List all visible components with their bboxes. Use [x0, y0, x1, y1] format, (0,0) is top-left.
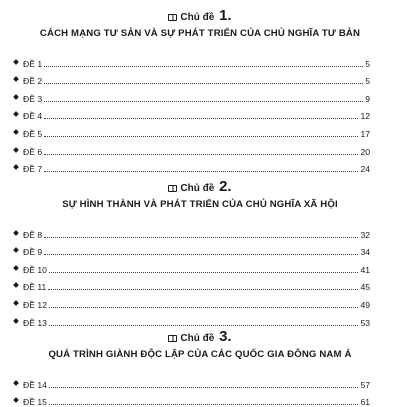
entry-page: 61	[360, 397, 370, 407]
toc-entry[interactable]	[0, 257, 400, 275]
entry-page: 17	[360, 128, 370, 139]
toc-entry[interactable]	[0, 390, 400, 407]
dot-leader	[49, 307, 359, 308]
toc-entry[interactable]	[0, 310, 400, 328]
entry-name: ĐỀ 3	[23, 93, 43, 104]
topic-label: Chủ đề	[180, 183, 215, 194]
diamond-bullet-icon	[13, 164, 19, 170]
diamond-bullet-icon	[13, 318, 19, 324]
toc-entry[interactable]	[0, 51, 400, 69]
diamond-bullet-icon	[13, 147, 19, 153]
toc-entry[interactable]	[0, 222, 400, 240]
entry-page: 32	[360, 229, 370, 240]
entry-page: 5	[365, 58, 370, 69]
entry-name: ĐỀ 14	[23, 379, 47, 390]
dot-leader	[49, 272, 359, 273]
book-icon	[168, 185, 177, 192]
diamond-bullet-icon	[13, 265, 19, 271]
entry-page: 45	[360, 282, 370, 293]
entry-name: ĐỀ 11	[23, 282, 47, 293]
entry-page: 41	[360, 264, 370, 275]
topic-header	[0, 178, 400, 196]
topic-title: QUÁ TRÌNH GIÀNH ĐỘC LẬP CỦA CÁC QUỐC GIA ĐÔNG NAM Á	[48, 349, 352, 360]
topic-header	[0, 7, 400, 25]
diamond-bullet-icon	[13, 247, 19, 253]
entry-name: ĐỀ 4	[23, 111, 43, 122]
entry-name: ĐỀ 10	[23, 264, 47, 275]
dot-leader	[44, 171, 358, 172]
dot-leader	[44, 154, 358, 155]
toc-entry[interactable]	[0, 121, 400, 139]
entry-name: ĐỀ 9	[23, 247, 43, 258]
topic-section-3	[0, 328, 400, 407]
dot-leader	[49, 325, 359, 326]
diamond-bullet-icon	[13, 283, 19, 289]
entry-page: 53	[360, 317, 370, 328]
topic-label: Chủ đề	[180, 333, 215, 344]
dot-leader	[44, 136, 358, 137]
book-icon	[168, 335, 177, 342]
dot-leader	[49, 387, 359, 388]
topic-title: SỰ HÌNH THÀNH VÀ PHÁT TRIỂN CỦA CHỦ NGHĨA XÃ HỘI	[62, 199, 338, 210]
toc-entry[interactable]	[0, 157, 400, 175]
entry-name: ĐỀ 12	[23, 299, 47, 310]
entry-name: ĐỀ 5	[23, 128, 43, 139]
toc-entry[interactable]	[0, 372, 400, 390]
topic-number: 3.	[219, 328, 232, 345]
dot-leader	[49, 404, 359, 405]
book-icon	[168, 14, 177, 21]
entry-page: 9	[365, 93, 370, 104]
diamond-bullet-icon	[13, 129, 19, 135]
entry-list	[0, 51, 400, 174]
diamond-bullet-icon	[13, 397, 19, 403]
entry-page: 57	[360, 379, 370, 390]
entry-name: ĐỀ 2	[23, 76, 43, 87]
diamond-bullet-icon	[13, 94, 19, 100]
entry-name: ĐỀ 6	[23, 146, 43, 157]
entry-page: 5	[365, 76, 370, 87]
entry-name: ĐỀ 7	[23, 164, 43, 175]
toc-entry[interactable]	[0, 240, 400, 258]
diamond-bullet-icon	[13, 230, 19, 236]
entry-page: 24	[360, 164, 370, 175]
toc-entry[interactable]	[0, 104, 400, 122]
diamond-bullet-icon	[13, 112, 19, 118]
entry-list	[0, 222, 400, 328]
diamond-bullet-icon	[13, 300, 19, 306]
topic-number: 1.	[219, 7, 232, 24]
entry-list	[0, 372, 400, 407]
entry-name: ĐỀ 13	[23, 317, 47, 328]
dot-leader	[44, 66, 363, 67]
diamond-bullet-icon	[13, 59, 19, 65]
topic-section-2	[0, 178, 400, 328]
entry-page: 34	[360, 247, 370, 258]
dot-leader	[44, 254, 358, 255]
entry-page: 12	[360, 111, 370, 122]
diamond-bullet-icon	[13, 76, 19, 82]
toc-entry[interactable]	[0, 275, 400, 293]
toc-entry[interactable]	[0, 139, 400, 157]
topic-title: CÁCH MẠNG TƯ SẢN VÀ SỰ PHÁT TRIỂN CỦA CHỦ NGHĨA TƯ BẢN	[39, 28, 361, 39]
topic-section-1	[0, 7, 400, 174]
topic-label: Chủ đề	[180, 12, 215, 23]
toc-entry[interactable]	[0, 86, 400, 104]
entry-name: ĐỀ 15	[23, 397, 47, 407]
entry-page: 49	[360, 299, 370, 310]
dot-leader	[44, 101, 363, 102]
dot-leader	[44, 118, 358, 119]
dot-leader	[44, 83, 363, 84]
dot-leader	[48, 289, 358, 290]
entry-name: ĐỀ 8	[23, 229, 43, 240]
topic-number: 2.	[219, 178, 232, 195]
entry-page: 20	[360, 146, 370, 157]
toc-entry[interactable]	[0, 69, 400, 87]
toc-entry[interactable]	[0, 292, 400, 310]
diamond-bullet-icon	[13, 380, 19, 386]
dot-leader	[44, 237, 358, 238]
topic-header	[0, 328, 400, 346]
entry-name: ĐỀ 1	[23, 58, 43, 69]
